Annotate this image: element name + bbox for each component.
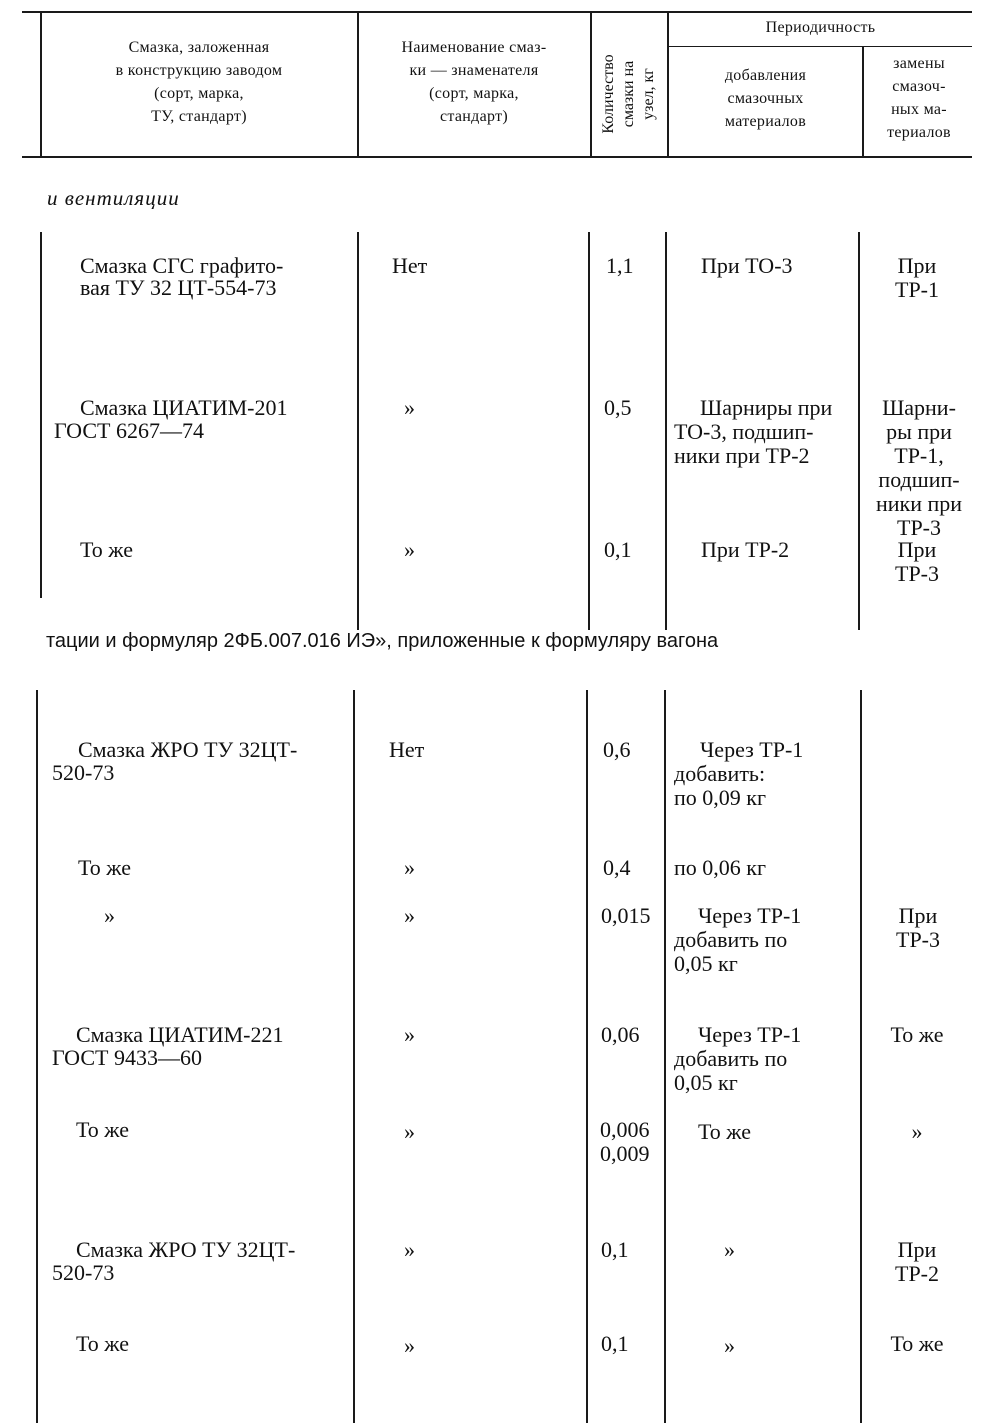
s2-row6-replace: При ТР-2 bbox=[895, 1237, 939, 1286]
header-col2: Наименование смаз- ки — знаменателя (сорт, марка, стандарт) bbox=[401, 39, 547, 125]
s2-row4-replace: То же bbox=[890, 1022, 944, 1047]
s2-row5-quantity: 0,006 0,009 bbox=[600, 1117, 650, 1166]
s2-row1-quantity: 0,6 bbox=[603, 737, 631, 762]
s1-row1-replace: При ТР-1 bbox=[895, 253, 939, 302]
s1-row2-grease-2: ГОСТ 6267—74 bbox=[54, 418, 204, 443]
header-divider-3 bbox=[590, 12, 592, 157]
s2-row4-substitute: » bbox=[404, 1022, 415, 1047]
s1-divider-2 bbox=[357, 232, 359, 630]
s2-row3-add: Через ТР-1 добавить по 0,05 кг bbox=[674, 903, 802, 976]
s1-row2-quantity: 0,5 bbox=[604, 395, 632, 420]
s2-row7-add: » bbox=[724, 1333, 735, 1358]
header-col4: добавления смазочных материалов bbox=[724, 67, 807, 130]
header-bottom-rule bbox=[22, 156, 972, 158]
s2-row2-substitute: » bbox=[404, 855, 415, 880]
s2-row5-add: То же bbox=[698, 1119, 751, 1144]
s2-row7-grease: То же bbox=[76, 1331, 129, 1356]
s2-row3-replace: При ТР-3 bbox=[896, 903, 940, 952]
s2-row7-quantity: 0,1 bbox=[601, 1331, 629, 1356]
s2-row1-grease: Смазка ЖРО ТУ 32ЦТ- bbox=[78, 737, 298, 762]
s2-row3-quantity: 0,015 bbox=[601, 903, 651, 928]
header-group-rule bbox=[668, 46, 972, 47]
s1-row2-replace: Шарни- ры при ТР-1, подшип- ники при ТР-3 bbox=[875, 395, 963, 540]
s2-row7-substitute: » bbox=[404, 1333, 415, 1358]
s2-divider-3 bbox=[586, 690, 588, 1423]
s1-divider-1 bbox=[40, 232, 42, 598]
header-top-rule bbox=[22, 11, 972, 13]
s2-row5-grease: То же bbox=[76, 1117, 129, 1142]
s2-row5-replace: » bbox=[911, 1119, 923, 1144]
s1-row2-add: Шарниры при ТО-3, подшип- ники при ТР-2 bbox=[674, 395, 833, 468]
s2-row2-grease: То же bbox=[78, 855, 131, 880]
s1-row3-add: При ТР-2 bbox=[701, 537, 790, 562]
s1-row1-add: При ТО-3 bbox=[701, 253, 793, 278]
s2-divider-4 bbox=[664, 690, 666, 1423]
s1-row3-quantity: 0,1 bbox=[604, 537, 632, 562]
s2-row6-grease: Смазка ЖРО ТУ 32ЦТ- bbox=[76, 1237, 296, 1262]
s2-row2-quantity: 0,4 bbox=[603, 855, 631, 880]
s2-row4-add: Через ТР-1 добавить по 0,05 кг bbox=[674, 1022, 802, 1095]
header-group-title: Периодичность bbox=[765, 19, 876, 36]
s2-row6-grease-2: 520-73 bbox=[52, 1260, 115, 1285]
s2-row6-quantity: 0,1 bbox=[601, 1237, 629, 1262]
s1-divider-5 bbox=[858, 232, 860, 630]
s1-row2-substitute: » bbox=[404, 395, 415, 420]
s1-row1-grease: Смазка СГС графито- bbox=[80, 253, 284, 278]
header-col1: Смазка, заложенная в конструкцию заводом (сорт, марка, ТУ, стандарт) bbox=[115, 39, 283, 125]
s2-row6-substitute: » bbox=[404, 1237, 415, 1262]
s2-row5-substitute: » bbox=[404, 1119, 415, 1144]
s2-row4-quantity: 0,06 bbox=[601, 1022, 640, 1047]
s1-divider-3 bbox=[588, 232, 590, 630]
s2-row1-add: Через ТР-1 добавить: по 0,09 кг bbox=[674, 737, 804, 810]
s2-divider-5 bbox=[860, 690, 862, 1423]
header-col3: Количество смазки на узел, кг bbox=[600, 54, 657, 134]
header-col5: замены смазоч- ных ма- териалов bbox=[887, 55, 951, 141]
s2-row1-grease-2: 520-73 bbox=[52, 760, 115, 785]
section2-caption: тации и формуляр 2ФБ.007.016 ИЭ», приложенные к формуляру вагона bbox=[46, 630, 719, 652]
s1-row1-grease-2: вая ТУ 32 ЦТ-554-73 bbox=[80, 275, 277, 300]
s2-row1-substitute: Нет bbox=[389, 737, 425, 762]
s1-row3-replace: При ТР-3 bbox=[895, 537, 939, 586]
s1-divider-4 bbox=[665, 232, 667, 630]
s2-row7-replace: То же bbox=[890, 1331, 944, 1356]
s2-row4-grease: Смазка ЦИАТИМ-221 bbox=[76, 1022, 284, 1047]
s2-divider-1 bbox=[36, 690, 38, 1423]
s1-row3-grease: То же bbox=[80, 537, 133, 562]
s2-row2-add: по 0,06 кг bbox=[674, 855, 766, 880]
s2-row6-add: » bbox=[724, 1237, 735, 1262]
s1-row1-quantity: 1,1 bbox=[606, 253, 634, 278]
s1-row2-grease: Смазка ЦИАТИМ-201 bbox=[80, 395, 288, 420]
s1-row3-substitute: » bbox=[404, 537, 415, 562]
s2-row3-grease: » bbox=[104, 903, 115, 928]
s1-row1-substitute: Нет bbox=[392, 253, 428, 278]
section1-caption: и вентиляции bbox=[47, 186, 180, 210]
s2-row4-grease-2: ГОСТ 9433—60 bbox=[52, 1045, 202, 1070]
s2-row3-substitute: » bbox=[404, 903, 415, 928]
s2-divider-2 bbox=[353, 690, 355, 1423]
